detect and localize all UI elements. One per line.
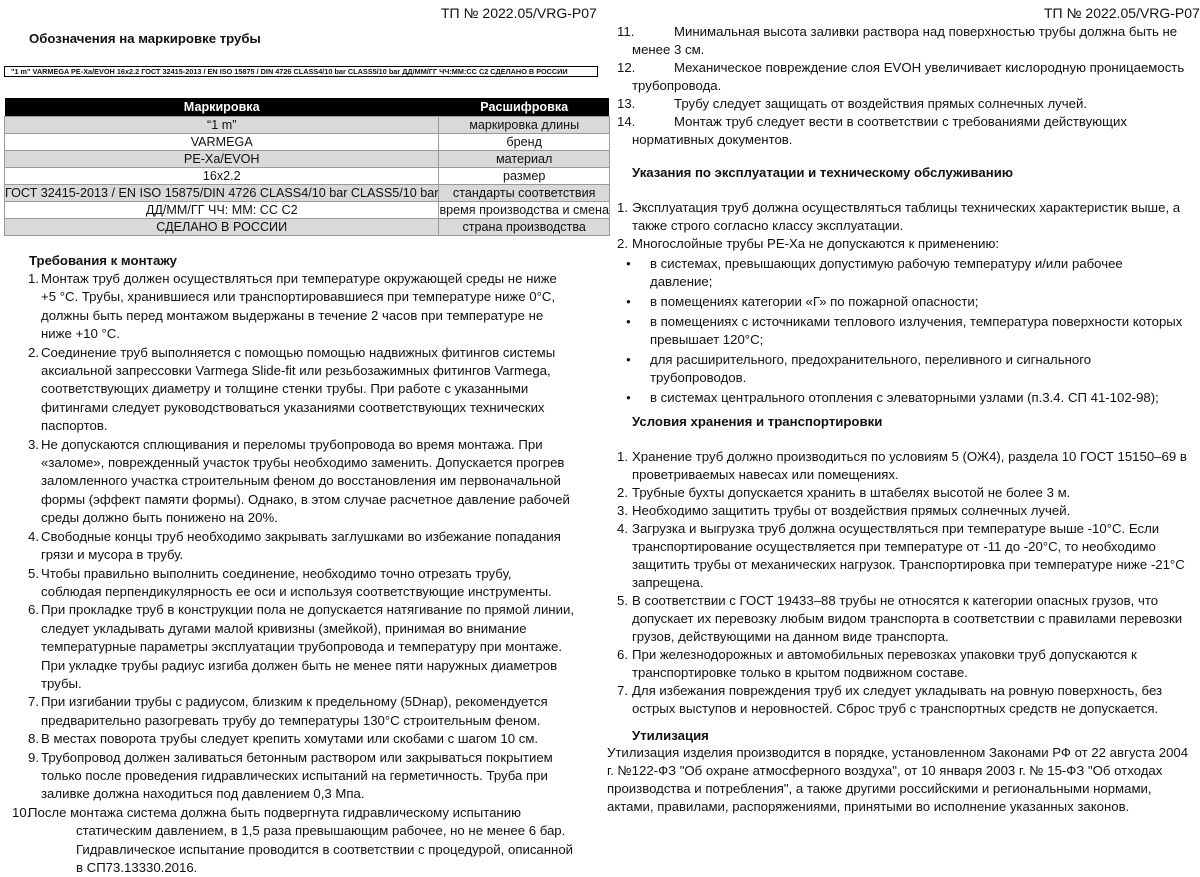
list-item <box>0 693 575 730</box>
operation-heading: Указания по эксплуатации и техническому обслуживанию <box>632 165 1014 180</box>
list-item <box>603 502 1188 520</box>
item-number: 2. <box>617 485 628 500</box>
item-number: 12. <box>617 60 636 75</box>
meaning-cell: материал <box>439 151 610 168</box>
list-item <box>603 592 1188 646</box>
installation-heading: Требования к монтажу <box>29 253 178 268</box>
marking-cell: VARMEGA <box>5 134 439 151</box>
installation-list <box>0 270 575 877</box>
item-number: 1. <box>28 271 39 286</box>
meaning-cell: размер <box>439 168 610 185</box>
item-text: После монтажа система должна быть подвергнута гидравлическому испытанию статическим давлением, в 1,5 раза превышающим рабочее, но не менее 6 бар. Гидравлическое испытание проводится в соответствии с процедурой, описанной в СП73.13330.2016. <box>28 804 574 875</box>
item-number: 7. <box>617 683 628 698</box>
doc-number: ТП № 2022.05/VRG-P07 <box>1044 5 1200 21</box>
item-text: Чтобы правильно выполнить соединение, необходимо точно отрезать трубу, соблюдая перпендикулярность ее оси и используя соответствующие инструменты. <box>41 565 552 599</box>
item-number: 2. <box>617 236 628 251</box>
item-text: Трубопровод должен заливаться бетонным раствором или закрываться покрытием только после проведения гидравлических испытаний на герметичность. Труба при заливке должна находиться под давлением 0,3 Мпа. <box>41 749 553 802</box>
item-number: 11. <box>617 24 635 39</box>
marking-cell: “1 m” <box>5 117 439 134</box>
item-text: Минимальная высота заливки раствора над поверхностью трубы должна быть не менее 3 см. <box>632 24 1178 57</box>
list-item <box>0 344 575 436</box>
item-number: 8. <box>28 731 39 747</box>
doc-number: ТП № 2022.05/VRG-P07 <box>441 5 597 21</box>
marking-cell: 16x2.2 <box>5 168 439 185</box>
storage-list <box>603 448 1188 718</box>
installation-list-continued <box>603 23 1188 149</box>
item-number: 1. <box>617 200 628 215</box>
list-item <box>0 565 575 602</box>
item-text: Монтаж труб должен осуществляться при температуре окружающей среды не ниже +5 °С. Трубы, хранившиеся или транспортировавшиеся при температуре ниже 0°С, должны быть перед монтажом выдержаны в течение 2 часов при температуре не ниже +10 °С. <box>41 271 557 342</box>
item-number: 1. <box>617 449 628 464</box>
table-row <box>5 202 610 219</box>
item-number: 3. <box>28 436 39 452</box>
item-text: Монтаж труб следует вести в соответствии с требованиями действующих нормативных документов. <box>632 114 1127 147</box>
list-item <box>603 235 1188 253</box>
item-number: 5. <box>28 565 39 581</box>
meaning-cell: маркировка длины <box>439 117 610 134</box>
item-text: Трубу следует защищать от воздействия прямых солнечных лучей. <box>674 96 1088 111</box>
bullet-text: в помещениях категории «Г» по пожарной опасности; <box>650 294 979 309</box>
meaning-cell: страна производства <box>439 219 610 236</box>
bullet-item <box>603 255 1188 291</box>
list-item <box>0 601 575 693</box>
bullet-text: в помещениях с источниками теплового излучения, температура поверхности которых превышает 120°С; <box>650 314 1183 347</box>
bullet-item <box>603 389 1188 407</box>
list-item <box>603 95 1188 113</box>
item-number: 3. <box>617 503 628 518</box>
table-row <box>5 117 610 134</box>
bullet-item <box>603 313 1188 349</box>
bullet-icon: ● <box>626 259 631 268</box>
list-item <box>603 23 1188 59</box>
meaning-cell: время производства и смена <box>439 202 609 217</box>
item-text: Свободные концы труб необходимо закрывать заглушками во избежание попадания грязи и мусора в трубу. <box>41 528 561 563</box>
list-item <box>603 59 1188 95</box>
item-text: В соответствии с ГОСТ 19433–88 трубы не относятся к категории опасных грузов, что допускает их перевозку любым видом транспорта в соответствии с правилами перевозки грузов, действующими на данном виде транспорта. <box>632 593 1183 644</box>
marking-cell: ДД/ММ/ГГ ЧЧ: ММ: СС С2 <box>5 202 439 219</box>
list-item <box>0 528 575 565</box>
list-item <box>0 730 575 748</box>
meaning-cell: стандарты соответствия <box>439 185 610 202</box>
item-text: Для избежания повреждения труб их следует укладывать на ровную поверхность, без острых выступов и неровностей. Сброс труб с транспортных средств не допускается. <box>632 683 1163 716</box>
disposal-text: Утилизация изделия производится в порядке, установленном Законами РФ от 22 августа 2004 г. №122-ФЗ "Об охране атмосферного воздуха", от 10 января 2003 г. № 15-ФЗ "Об отходах производства и потребления", а также другими российскими и региональными нормами, актами, правилами, распоряжениями, принятыми во исполнение указанных законов. <box>607 745 1189 814</box>
marking-cell: ГОСТ 32415-2013 / EN ISO 15875/DIN 4726 CLASS4/10 bar CLASS5/10 bar <box>5 185 439 200</box>
item-text: Хранение труб должно производиться по условиям 5 (ОЖ4), раздела 10 ГОСТ 15150–69 в проветриваемых навесах или помещениях. <box>632 449 1187 482</box>
item-text: В местах поворота трубы следует крепить хомутами или скобами с шагом 10 см. <box>41 731 539 747</box>
bullet-icon: ● <box>626 393 631 402</box>
table-row <box>5 151 610 168</box>
item-number: 9. <box>28 749 39 765</box>
marking-strip: "1 m" VARMEGA PE-Xa/EVOH 16x2.2 ГОСТ 32415-2013 / EN ISO 15875 / DIN 4726 CLASS4/10 bar CLASS5/10 bar ДД/ММ/ГГ ЧЧ:ММ:СС С2 СДЕЛАНО В РОССИИ <box>4 66 598 77</box>
meaning-cell: бренд <box>439 134 610 151</box>
item-text: При изгибании трубы с радиусом, близким к предельному (5Dнар), рекомендуется предварительно разогревать трубу до температуры 130°С строительным феном. <box>41 694 548 728</box>
table-row <box>5 219 610 236</box>
list-item <box>0 749 575 804</box>
list-item <box>603 484 1188 502</box>
item-text: Соединение труб выполняется с помощью помощью надвижных фитингов системы аксиальной запрессовки Varmega Slide-fit или резьбозажимных фитингов Varmega, соответствующих диаметру и толщине стенки трубы. При работе с указанными фитингами следует руководствоваться указаниями соответствующих технических паспортов. <box>41 344 556 434</box>
marking-heading: Обозначения на маркировке трубы <box>29 31 261 46</box>
column-header: Расшифровка <box>439 98 610 117</box>
table-row <box>5 134 610 151</box>
bullet-item <box>603 293 1188 311</box>
disposal-heading: Утилизация <box>632 728 709 743</box>
item-number: 6. <box>28 602 39 618</box>
item-number: 10. <box>12 804 31 820</box>
item-number: 7. <box>28 694 39 710</box>
item-text: При железнодорожных и автомобильных перевозках упаковки труб допускаются к транспортировке только в крытом подвижном составе. <box>632 647 1137 680</box>
storage-heading: Условия хранения и транспортировки <box>632 414 883 429</box>
list-item <box>0 436 575 528</box>
list-item <box>603 199 1188 235</box>
table-row <box>5 168 610 185</box>
bullet-icon: ● <box>626 355 631 364</box>
item-number: 14. <box>617 114 636 129</box>
list-item <box>603 113 1188 149</box>
list-item <box>0 270 575 344</box>
bullet-text: в системах, превышающих допустимую рабочую температуру и/или рабочее давление; <box>650 256 1123 289</box>
item-text: Необходимо защитить трубы от воздействия прямых солнечных лучей. <box>632 503 1071 518</box>
operation-list <box>603 199 1188 407</box>
bullet-icon: ● <box>626 317 631 326</box>
marking-cell: PE-Xa/EVOH <box>5 151 439 168</box>
item-text: Многослойные трубы PE-Xa не допускаются к применению: <box>632 236 1000 251</box>
bullet-icon: ● <box>626 297 631 306</box>
item-text: Не допускаются сплющивания и переломы трубопровода во время монтажа. При «заломе», поврежденный участок трубы необходимо заменить. Допускается прогрев заломленного участка строительным феном до восстановления им первоначальной формы (эффект памяти формы). Однако, в этом случае расчетное давление рабочей среды должно быть понижено на 20%. <box>41 436 570 526</box>
bullet-text: в системах центрального отопления с элеваторными узлами (п.3.4. СП 41-102-98); <box>650 390 1159 405</box>
column-header: Маркировка <box>5 98 439 117</box>
list-item <box>603 682 1188 718</box>
item-text: При прокладке труб в конструкции пола не допускается натягивание по прямой линии, следует укладывать дугами малой кривизны (змейкой), принимая во внимание температурные параметры эксплуатации трубопровода и температуру при монтаже. При укладке трубы радиус изгиба должен быть не менее пяти наружных диаметров трубы. <box>41 602 574 691</box>
item-number: 4. <box>28 528 39 544</box>
list-item <box>0 804 575 877</box>
bullet-text: для расширительного, предохранительного, переливного и сигнального трубопроводов. <box>650 352 1092 385</box>
marking-cell: СДЕЛАНО В РОССИИ <box>5 219 439 236</box>
list-item <box>603 448 1188 484</box>
list-item <box>603 520 1188 592</box>
marking-table <box>4 98 610 236</box>
item-text: Механическое повреждение слоя EVOH увеличивает кислородную проницаемость трубопровода. <box>632 60 1185 93</box>
item-number: 5. <box>617 593 628 608</box>
item-text: Загрузка и выгрузка труб должна осуществляться при температуре выше -10°С. Если транспортирование осуществляется при температуре от -11 до -20°С, то необходимо защитить трубы от механических нагрузок. Транспортировка при температуре ниже -21°С запрещена. <box>632 521 1185 590</box>
table-header-row <box>5 98 610 117</box>
table-row <box>5 185 610 202</box>
item-number: 4. <box>617 521 628 536</box>
item-text: Эксплуатация труб должна осуществляться таблицы технических характеристик выше, а также строго согласно классу эксплуатации. <box>632 200 1181 233</box>
item-number: 6. <box>617 647 628 662</box>
item-text: Трубные бухты допускается хранить в штабелях высотой не более 3 м. <box>632 485 1071 500</box>
item-number: 2. <box>28 344 39 360</box>
bullet-item <box>603 351 1188 387</box>
item-number: 13. <box>617 96 636 111</box>
list-item <box>603 646 1188 682</box>
